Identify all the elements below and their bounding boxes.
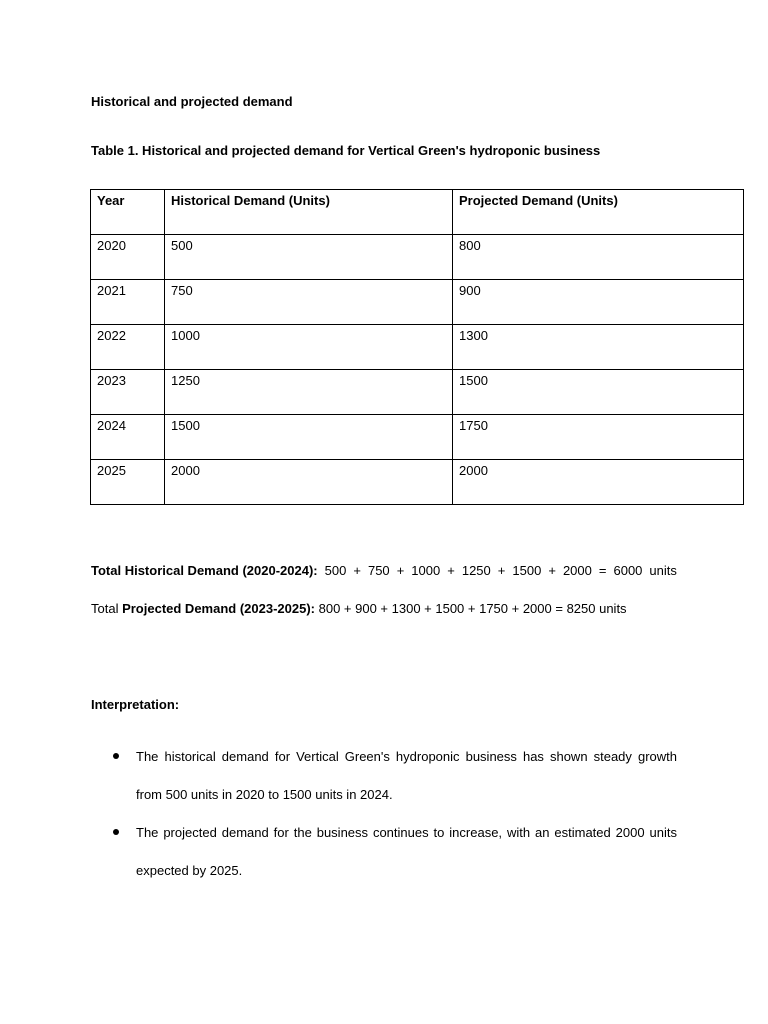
cell-projected: 1500 [453,370,744,415]
equation-operator: + [353,563,361,578]
list-item-text: The projected demand for the business continues to increase, with an estimated 2000 units expected by 2025. [136,825,677,878]
list-item [91,738,677,814]
table-row [91,325,744,370]
cell-historical: 1250 [165,370,453,415]
equation-operator: + [447,563,455,578]
equation-operator: + [396,563,405,578]
section-heading: Historical and projected demand [91,94,293,109]
header-projected: Projected Demand (Units) [453,190,744,235]
cell-historical: 2000 [165,460,453,505]
demand-table [90,189,744,505]
equation-term: 1000 [411,563,441,578]
equation-term: 750 [367,563,390,578]
cell-year: 2020 [91,235,165,280]
table-row [91,415,744,460]
list-item-text: The historical demand for Vertical Green's hydroponic business has shown steady growth from 500 units in 2020 to 1500 units in 2024. [136,749,677,802]
cell-year: 2024 [91,415,165,460]
equation-term: 1250 [461,563,491,578]
cell-year: 2022 [91,325,165,370]
equation-term: 1500 [512,563,542,578]
total-projected-label: Projected Demand (2023-2025): [122,601,315,616]
table-header-row [91,190,744,235]
table-row [91,370,744,415]
cell-historical: 500 [165,235,453,280]
total-historical-line [91,563,677,578]
equation-result: 6000 [613,563,643,578]
equation-term: 2000 [562,563,592,578]
table-caption: Table 1. Historical and projected demand for Vertical Green's hydroponic business [91,143,601,158]
equation-operator: + [548,563,556,578]
header-historical: Historical Demand (Units) [165,190,453,235]
cell-projected: 900 [453,280,744,325]
table-row [91,460,744,505]
cell-projected: 2000 [453,460,744,505]
total-projected-line [91,601,627,616]
cell-year: 2023 [91,370,165,415]
cell-projected: 800 [453,235,744,280]
equation-operator: = [598,563,607,578]
table-row [91,280,744,325]
cell-year: 2021 [91,280,165,325]
total-historical-label: Total Historical Demand (2020-2024): [91,563,318,578]
interpretation-list [91,738,677,890]
header-year: Year [91,190,165,235]
cell-historical: 1500 [165,415,453,460]
list-item [91,814,677,890]
bullet-icon [113,829,119,835]
equation-operator: + [497,563,506,578]
total-projected-equation: 800 + 900 + 1300 + 1500 + 1750 + 2000 = 8250 units [315,601,627,616]
interpretation-heading: Interpretation: [91,697,180,712]
cell-historical: 750 [165,280,453,325]
total-projected-prefix: Total [91,601,123,616]
table-row [91,235,744,280]
cell-projected: 1750 [453,415,744,460]
cell-year: 2025 [91,460,165,505]
cell-projected: 1300 [453,325,744,370]
equation-term: 500 [324,563,347,578]
equation-unit: units [649,563,677,578]
bullet-icon [113,753,119,759]
cell-historical: 1000 [165,325,453,370]
